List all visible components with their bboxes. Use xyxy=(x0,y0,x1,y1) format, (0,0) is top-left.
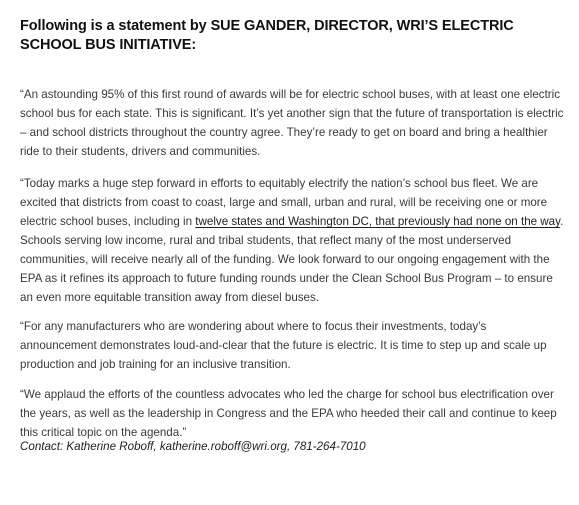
paragraph-4: “We applaud the efforts of the countless advocates who led the charge for school bus electrification over the years, as well as the leadership in Congress and the EPA who heeded their call and continue to keep this critical topic on the agenda.” xyxy=(20,388,557,439)
contact-line: Contact: Katherine Roboff, katherine.roboff@wri.org, 781-264-7010 xyxy=(20,440,366,453)
paragraph-3: “For any manufacturers who are wondering about where to focus their investments, today’s announcement demonstrates loud-and-clear that the future is electric. It is time to step up and scale up production and job training for an inclusive transition. xyxy=(20,320,547,371)
paragraph-1: “An astounding 95% of this first round of awards will be for electric school buses, with at least one electric school bus for each state. This is significant. It’s yet another sign that the future of transportation is electric – and school districts throughout the country agree. They’re ready to get on board and bring a healthier ride to their students, drivers and communities. xyxy=(20,88,564,158)
paragraph-2-text-start: “Today marks a huge step forward in efforts to equitably electrify the nation’s school bus fleet. We are excited that districts from coast to coast, large and small, urban and rural, will be receiving one or more electric school buses, including in xyxy=(20,177,548,228)
paragraph-2-text-end: . Schools serving low income, rural and tribal students, that reflect many of the most underserved communities, will receive nearly all of the funding. We look forward to our ongoing engagement with the EPA as it refines its approach to future funding rounds under the Clean School Bus Program – to ensure an even more equitable transition away from diesel buses. xyxy=(20,215,564,304)
states-link[interactable]: twelve states and Washington DC, that previously had none on the way xyxy=(195,215,561,228)
statement-heading: Following is a statement by SUE GANDER, DIRECTOR, WRI’S ELECTRIC SCHOOL BUS INITIATIVE: xyxy=(20,18,514,53)
paragraph-2 xyxy=(20,174,565,307)
